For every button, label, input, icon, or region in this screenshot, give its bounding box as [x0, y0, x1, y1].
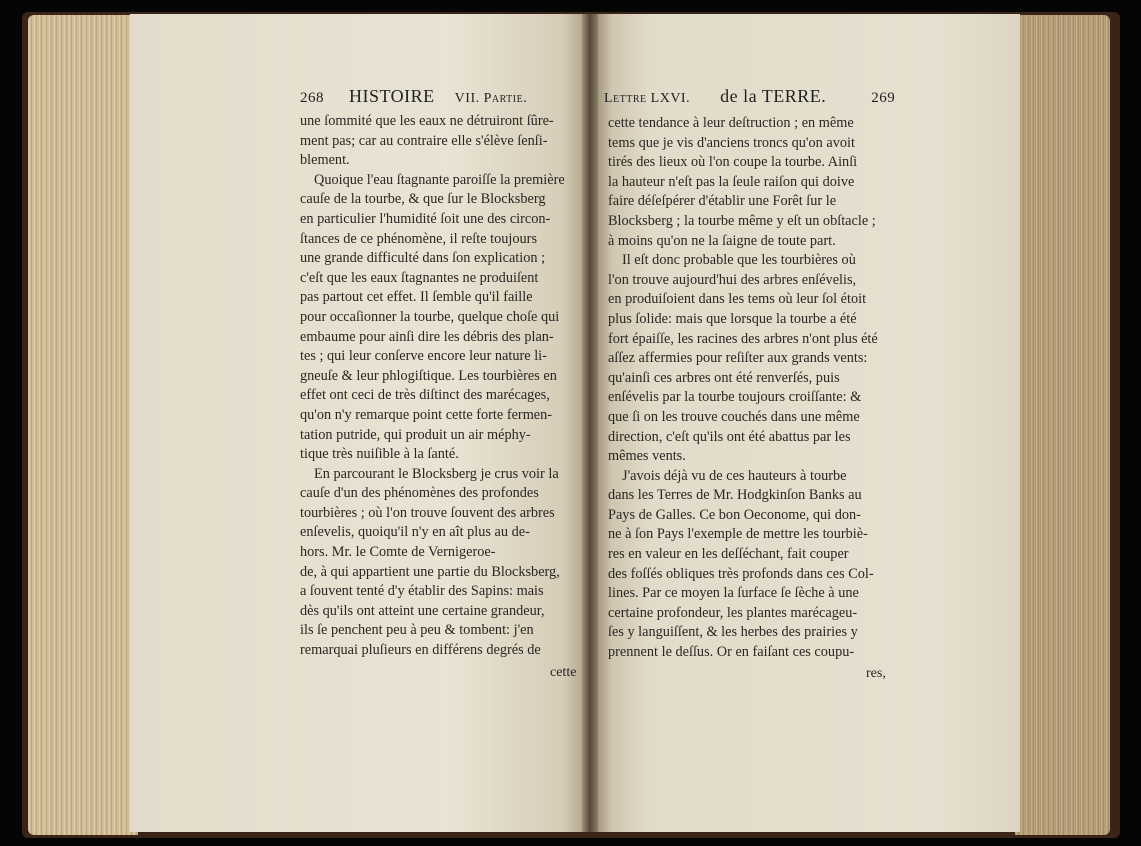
text-line: qu'on n'y remarque point cette forte fermen-	[300, 406, 553, 423]
text-line: pas partout cet effet. Il ſemble qu'il faille	[300, 289, 533, 306]
text-line: fort épaiſſe, les racines des arbres n'ont plus été	[608, 330, 878, 347]
text-line: mêmes vents.	[608, 448, 686, 465]
text-line: ne à ſon Pays l'exemple de mettre les tourbiè-	[608, 526, 868, 543]
text-line: tation putride, qui produit un air méphy-	[300, 426, 531, 443]
right-body-text	[608, 114, 898, 663]
text-line: dès qu'ils ont atteint une certaine grandeur,	[300, 602, 545, 619]
text-line: direction, c'eſt qu'ils ont été abattus par les	[608, 428, 851, 445]
right-running-letter: Lettre LXVI.	[604, 91, 691, 106]
text-line: faire déſeſpérer d'établir une Forêt ſur le	[608, 193, 837, 210]
text-line: effet ont ceci de très diſtinct des marécages,	[300, 387, 550, 404]
text-line: gneuſe & leur phlogiſtique. Les tourbières en	[300, 367, 557, 384]
text-line: c'eſt que les eaux ſtagnantes ne produiſent	[300, 269, 539, 286]
text-line: blement.	[300, 152, 350, 169]
text-line: des foſſés obliques très profonds dans ces Col-	[608, 565, 874, 582]
left-running-title: HISTOIRE	[349, 86, 435, 106]
text-line: Pays de Galles. Ce bon Oeconome, qui don-	[608, 506, 861, 523]
text-line: ment pas; car au contraire elle s'élève ſenſi-	[300, 132, 548, 149]
text-line: Quoique l'eau ſtagnante paroiſſe la première	[314, 171, 565, 188]
text-line: ſtances de ce phénomène, il reſte toujours	[300, 230, 538, 247]
text-line: une grande difficulté dans ſon explication ;	[300, 250, 546, 267]
text-line: ſes y languiſſent, & les herbes des prairies y	[608, 624, 858, 641]
text-line: en particulier l'humidité ſoit une des circon-	[300, 210, 551, 227]
text-line: aſſez affermies pour reſiſter aux grands vents:	[608, 350, 868, 367]
text-line: qu'ainſi ces arbres ont été renverſés, puis	[608, 369, 840, 386]
text-line: enſevelis, quoiqu'il n'y en aît plus au de-	[300, 524, 530, 541]
left-catchword: cette	[550, 665, 577, 680]
right-page-edges	[1015, 15, 1110, 835]
text-line: Il eſt donc probable que les tourbières où	[622, 252, 856, 269]
text-line: cauſe de la tourbe, & que ſur le Blocksberg	[300, 191, 546, 208]
text-line: à moins qu'on ne la ſaigne de toute part.	[608, 232, 836, 249]
right-running-title: de la TERRE.	[720, 86, 827, 106]
left-running-part: VII. Partie.	[454, 91, 528, 106]
text-line: tems que je vis d'anciens troncs qu'on avoit	[608, 134, 855, 151]
text-line: tirés des lieux où l'on coupe la tourbe. Ainſi	[608, 154, 858, 171]
left-body-text	[300, 112, 584, 661]
text-line: remarquai pluſieurs en différens degrés de	[300, 642, 541, 659]
text-line: dans les Terres de Mr. Hodgkinſon Banks au	[608, 487, 862, 504]
text-line: cauſe d'un des phénomènes des profondes	[300, 485, 539, 502]
right-catchword: res,	[866, 666, 886, 681]
text-line: tes ; qui leur conſerve encore leur nature li-	[300, 348, 547, 365]
text-line: ils ſe penchent peu à peu & tombent: j'en	[300, 622, 534, 639]
text-line: pour occaſionner la tourbe, quelque choſe qui	[300, 308, 560, 325]
text-line: En parcourant le Blocksberg je crus voir la	[314, 465, 559, 482]
right-page-number: 269	[871, 90, 896, 106]
text-line: tourbières ; où l'on trouve ſouvent des arbres	[300, 504, 555, 521]
text-line: enſévelis par la tourbe toujours croiſſante: &	[608, 389, 862, 406]
text-line: plus ſolide: mais que lorsque la tourbe a été	[608, 310, 857, 327]
text-line: la hauteur n'eſt pas la ſeule raiſon qui doive	[608, 173, 855, 190]
right-running-head	[604, 86, 895, 107]
text-line: J'avois déjà vu de ces hauteurs à tourbe	[622, 467, 847, 484]
text-line: lines. Par ce moyen la ſurface ſe ſèche à une	[608, 585, 859, 602]
text-line: l'on trouve aujourd'hui des arbres enſévelis,	[608, 271, 857, 288]
text-line: que ſi on les trouve couchés dans une même	[608, 408, 860, 425]
text-line: cette tendance à leur deſtruction ; en même	[608, 115, 854, 131]
left-page-edges	[28, 15, 138, 835]
text-line: en produiſoient dans les tems où leur ſol étoit	[608, 291, 867, 308]
text-line: tique très nuiſible à la ſanté.	[300, 446, 459, 463]
text-line: embaume pour ainſi dire les débris des plan-	[300, 328, 554, 345]
text-line: a ſouvent tenté d'y établir des Sapins: mais	[300, 583, 544, 600]
text-line: une ſommité que les eaux ne détruiront ſûre-	[300, 113, 554, 129]
text-line: de, à qui appartient une partie du Blocksberg,	[300, 563, 560, 580]
left-page-number: 268	[300, 90, 324, 106]
text-line: hors. Mr. le Comte de Vernigeroe-	[300, 544, 496, 561]
text-line: certaine profondeur, les plantes marécageu-	[608, 604, 858, 621]
text-line: res en valeur en les deſſéchant, fait couper	[608, 546, 849, 563]
book-gutter	[582, 14, 598, 832]
text-line: Blocksberg ; la tourbe même y eſt un obſtacle ;	[608, 212, 876, 229]
left-running-head	[300, 86, 527, 107]
text-line: prennent le deſſus. Or en faiſant ces coupu-	[608, 644, 855, 661]
